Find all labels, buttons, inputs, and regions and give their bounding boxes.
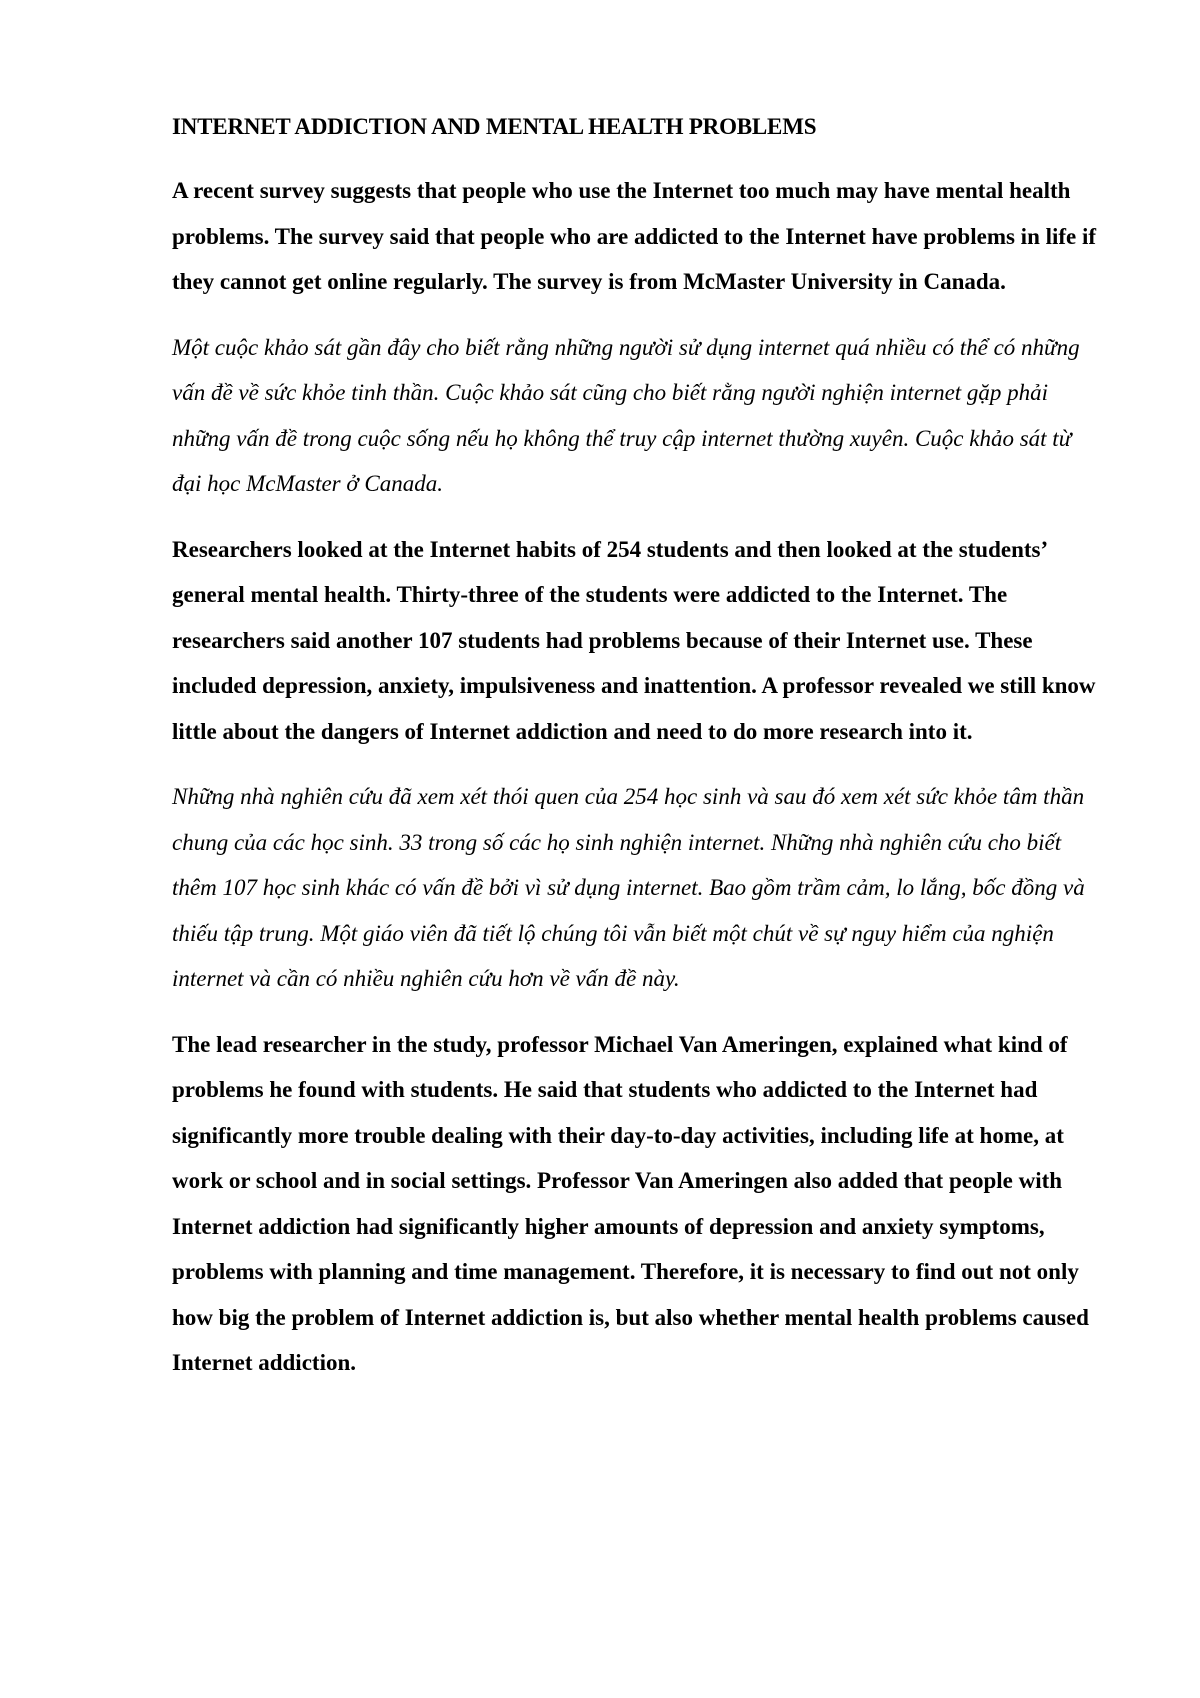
paragraph-vietnamese-1: Một cuộc khảo sát gần đây cho biết rằng những người sử dụng internet quá nhiều có thể có những vấn đề về sức khỏe tinh thần. Cuộc khảo sát cũng cho biết rằng người nghiện internet gặp phải những vấn đề trong cuộc sống nếu họ không thể truy cập internet thường xuyên. Cuộc khảo sát từ đại học McMaster ở Canada. <box>172 334 1080 496</box>
paragraph-english-3: The lead researcher in the study, professor Michael Van Ameringen, explained what kind of problems he found with students. He said that students who addicted to the Internet had significantly more trouble dealing with their day-to-day activities, including life at home, at work or school and in social settings. Professor Van Ameringen also added that people with Internet addiction had significantly higher amounts of depression and anxiety symptoms, problems with planning and time management. Therefore, it is necessary to find out not only how big the problem of Internet addiction is, but also whether mental health problems caused Internet addiction. <box>172 1031 1089 1375</box>
paragraph-vietnamese-2: Những nhà nghiên cứu đã xem xét thói quen của 254 học sinh và sau đó xem xét sức khỏe tâm thần chung của các học sinh. 33 trong số các họ sinh nghiện internet. Những nhà nghiên cứu cho biết thêm 107 học sinh khác có vấn đề bởi vì sử dụng internet. Bao gồm trầm cảm, lo lắng, bốc đồng và thiếu tập trung. Một giáo viên đã tiết lộ chúng tôi vẫn biết một chút về sự nguy hiểm của nghiện internet và cần có nhiều nghiên cứu hơn về vấn đề này. <box>172 784 1085 991</box>
paragraph-english-1: A recent survey suggests that people who use the Internet too much may have mental health problems. The survey said that people who are addicted to the Internet have problems in life if they cannot get online regularly. The survey is from McMaster University in Canada. <box>172 178 1097 294</box>
document-body <box>172 112 1097 1386</box>
document-title: INTERNET ADDICTION AND MENTAL HEALTH PROBLEMS <box>172 114 817 139</box>
paragraph-english-2: Researchers looked at the Internet habits of 254 students and then looked at the students’ general mental health. Thirty-three of the students were addicted to the Internet. The researchers said another 107 students had problems because of their Internet use. These included depression, anxiety, impulsiveness and inattention. A professor revealed we still know little about the dangers of Internet addiction and need to do more research into it. <box>172 536 1096 744</box>
